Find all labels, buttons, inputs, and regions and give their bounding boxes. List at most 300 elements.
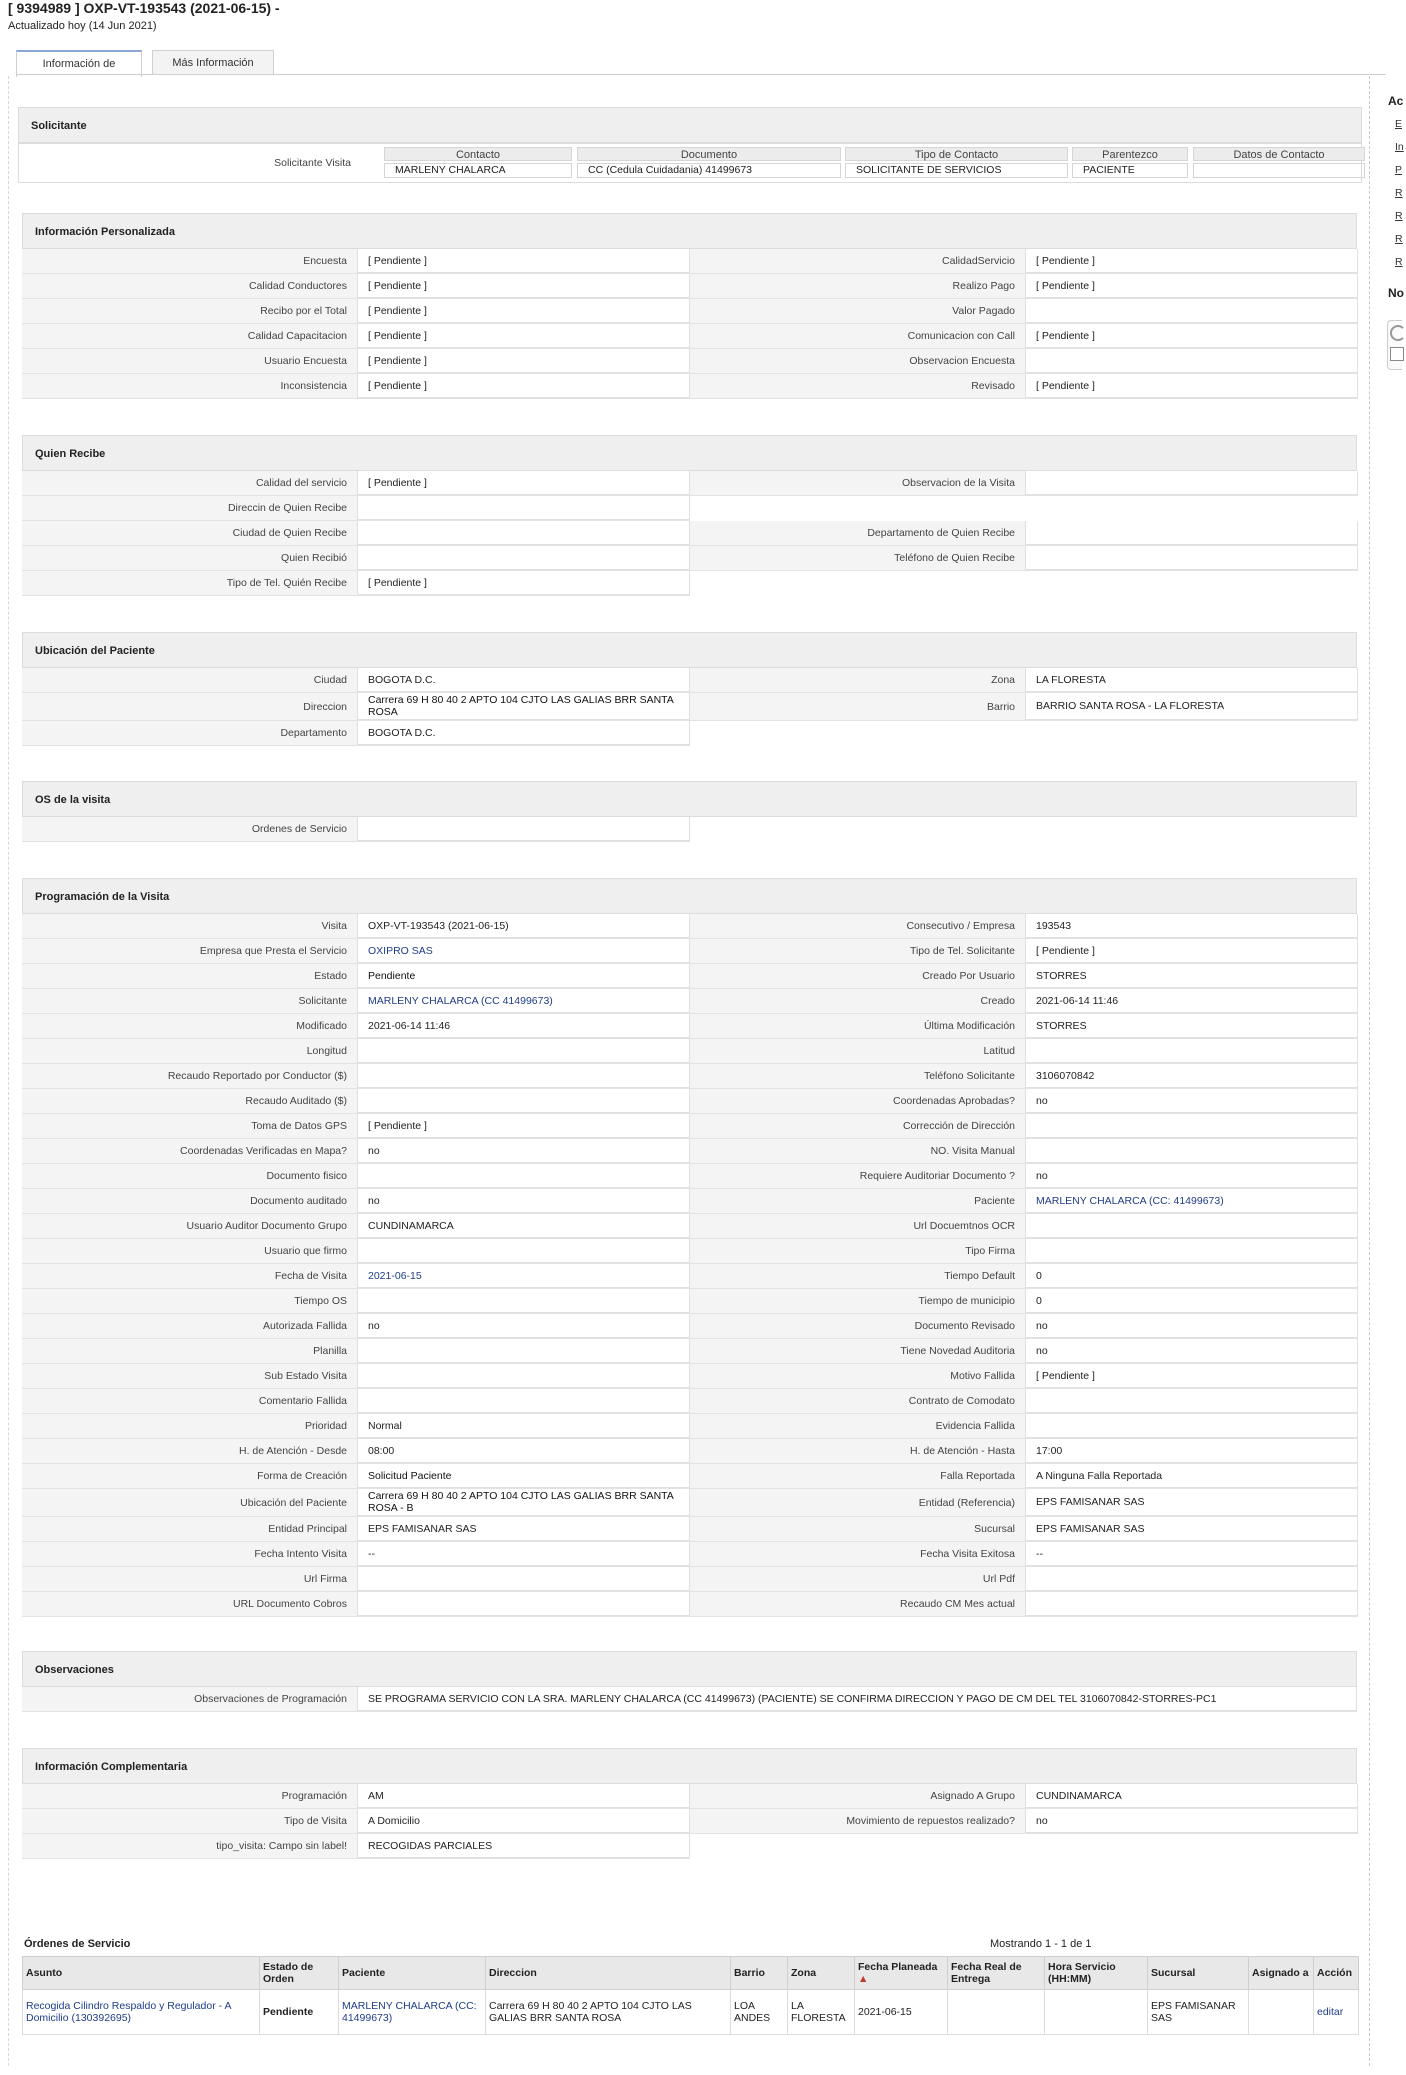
section-title: OS de la visita bbox=[22, 781, 1357, 817]
field-label: Empresa que Presta el Servicio bbox=[22, 939, 357, 963]
field-value-text: 2021-06-15 bbox=[368, 1269, 422, 1282]
field-row bbox=[690, 1339, 1358, 1364]
field-row bbox=[690, 1239, 1358, 1264]
field-value bbox=[1025, 1039, 1358, 1063]
field-value bbox=[1025, 1139, 1358, 1163]
field-label: Documento Revisado bbox=[690, 1314, 1025, 1338]
field-value-text: MARLENY CHALARCA (CC: 41499673) bbox=[1036, 1194, 1224, 1207]
field-label: Observacion Encuesta bbox=[690, 349, 1025, 373]
field-value bbox=[1025, 989, 1358, 1013]
field-value-text: LA FLORESTA bbox=[1036, 673, 1106, 686]
ordenes-count: Mostrando 1 - 1 de 1 bbox=[990, 1938, 1092, 1950]
orden-hora bbox=[1045, 1990, 1148, 2035]
field-row bbox=[690, 1139, 1358, 1164]
field-label: Solicitante bbox=[22, 989, 357, 1013]
field-value[interactable] bbox=[357, 299, 690, 323]
field-value-text: [ Pendiente ] bbox=[1036, 1369, 1095, 1382]
field-row bbox=[22, 571, 690, 596]
field-value-text: Normal bbox=[368, 1419, 402, 1432]
field-value bbox=[357, 964, 690, 988]
field-value bbox=[1025, 471, 1358, 495]
field-value bbox=[1025, 1517, 1358, 1541]
field-value-text: [ Pendiente ] bbox=[368, 1119, 427, 1132]
field-label: Documento fisico bbox=[22, 1164, 357, 1188]
field-row bbox=[22, 1364, 690, 1389]
sidebar-action-link[interactable]: In bbox=[1395, 141, 1404, 153]
loading-icon bbox=[1390, 325, 1406, 341]
field-value-text: BOGOTA D.C. bbox=[368, 673, 436, 686]
field-value bbox=[357, 1542, 690, 1566]
field-row bbox=[22, 1064, 690, 1089]
field-row bbox=[22, 1339, 690, 1364]
field-value bbox=[1025, 1264, 1358, 1288]
field-row bbox=[690, 1592, 1358, 1617]
tab-informacion[interactable]: Información de bbox=[16, 50, 142, 77]
field-row bbox=[690, 1542, 1358, 1567]
field-label: Url Pdf bbox=[690, 1567, 1025, 1591]
field-value-text: BOGOTA D.C. bbox=[368, 726, 436, 739]
field-row bbox=[690, 374, 1358, 399]
field-value-text: no bbox=[368, 1319, 380, 1332]
field-value bbox=[357, 521, 690, 545]
field-row bbox=[22, 1517, 690, 1542]
field-row bbox=[22, 374, 690, 399]
field-value-text: no bbox=[1036, 1094, 1048, 1107]
orden-fecha-real bbox=[948, 1990, 1045, 2035]
field-row bbox=[22, 324, 690, 349]
sidebar-action-link[interactable]: P bbox=[1395, 164, 1403, 176]
orden-paciente-link[interactable]: MARLENY CHALARCA (CC: 41499673) bbox=[339, 1990, 486, 2035]
field-label: Coordenadas Aprobadas? bbox=[690, 1089, 1025, 1113]
section-info-personalizada bbox=[22, 213, 1357, 392]
field-value bbox=[357, 939, 690, 963]
page-title: [ 9394989 ] OXP-VT-193543 (2021-06-15) - bbox=[8, 0, 280, 16]
field-row bbox=[22, 1687, 1357, 1712]
contact-col-header: Contacto bbox=[384, 147, 572, 161]
field-label: Departamento de Quien Recibe bbox=[690, 521, 1025, 545]
field-label: Quien Recibió bbox=[22, 546, 357, 570]
field-row bbox=[22, 964, 690, 989]
field-value-text: 2021-06-14 11:46 bbox=[1036, 994, 1119, 1007]
field-label: Ordenes de Servicio bbox=[22, 817, 357, 841]
field-value bbox=[357, 1089, 690, 1113]
field-value bbox=[1025, 1414, 1358, 1438]
field-row bbox=[22, 274, 690, 299]
field-label: Tipo de Tel. Solicitante bbox=[690, 939, 1025, 963]
field-row bbox=[690, 1567, 1358, 1592]
field-label: Toma de Datos GPS bbox=[22, 1114, 357, 1138]
field-value-text: no bbox=[368, 1144, 380, 1157]
field-value bbox=[357, 496, 690, 520]
col-barrio[interactable]: Barrio bbox=[731, 1957, 788, 1990]
col-accion[interactable]: Acción bbox=[1314, 1957, 1359, 1990]
field-value bbox=[1025, 1784, 1358, 1808]
field-value-text: OXP-VT-193543 (2021-06-15) bbox=[368, 919, 509, 932]
field-label: URL Documento Cobros bbox=[22, 1592, 357, 1616]
field-label: Tiene Novedad Auditoria bbox=[690, 1339, 1025, 1363]
section-title: Observaciones bbox=[22, 1651, 1357, 1687]
field-value bbox=[357, 1064, 690, 1088]
field-value-text: CUNDINAMARCA bbox=[1036, 1789, 1122, 1802]
editar-link[interactable]: editar bbox=[1314, 1990, 1359, 2035]
field-value[interactable] bbox=[357, 1114, 690, 1138]
field-label: Departamento bbox=[22, 721, 357, 745]
field-value-text: 17:00 bbox=[1036, 1444, 1063, 1457]
field-row bbox=[22, 1314, 690, 1339]
field-value[interactable] bbox=[357, 571, 690, 595]
field-value bbox=[1025, 1389, 1358, 1413]
section-title: Quien Recibe bbox=[22, 435, 1357, 471]
field-row bbox=[690, 299, 1358, 324]
field-value[interactable] bbox=[1025, 374, 1358, 398]
field-row bbox=[22, 546, 690, 571]
field-row bbox=[690, 324, 1358, 349]
orden-sucursal: EPS FAMISANAR SAS bbox=[1148, 1990, 1249, 2035]
field-value bbox=[1025, 1592, 1358, 1616]
contact-col-value: CC (Cedula Cuidadania) 41499673 bbox=[577, 163, 841, 178]
field-value[interactable] bbox=[357, 349, 690, 373]
field-row bbox=[690, 1464, 1358, 1489]
field-label: Realizo Pago bbox=[690, 274, 1025, 298]
field-label: Tipo Firma bbox=[690, 1239, 1025, 1263]
orden-estado: Pendiente bbox=[260, 1990, 339, 2035]
col-sucursal[interactable]: Sucursal bbox=[1148, 1957, 1249, 1990]
field-label: Planilla bbox=[22, 1339, 357, 1363]
field-label: H. de Atención - Hasta bbox=[690, 1439, 1025, 1463]
field-label: Recibo por el Total bbox=[22, 299, 357, 323]
field-label: Valor Pagado bbox=[690, 299, 1025, 323]
field-value-text: SE PROGRAMA SERVICIO CON LA SRA. MARLENY CHALARCA (CC 41499673) (PACIENTE) SE CONFIRMA DIRECCION Y PAGO DE CM DEL TEL 3106070842-STORRES-PC1 bbox=[368, 1692, 1217, 1705]
field-row bbox=[22, 1039, 690, 1064]
field-row bbox=[690, 274, 1358, 299]
field-value bbox=[357, 546, 690, 570]
field-label: Revisado bbox=[690, 374, 1025, 398]
field-row bbox=[690, 668, 1358, 693]
field-label: Motivo Fallida bbox=[690, 1364, 1025, 1388]
field-value bbox=[357, 1314, 690, 1338]
field-value[interactable] bbox=[1025, 1364, 1358, 1388]
field-row bbox=[690, 1439, 1358, 1464]
field-label: Observacion de la Visita bbox=[690, 471, 1025, 495]
field-label: Calidad Capacitacion bbox=[22, 324, 357, 348]
field-row bbox=[690, 989, 1358, 1014]
field-value[interactable] bbox=[357, 324, 690, 348]
section-observaciones bbox=[22, 1651, 1357, 1705]
field-value-text: OXIPRO SAS bbox=[368, 944, 433, 957]
field-row bbox=[22, 1114, 690, 1139]
section-title: Información Personalizada bbox=[22, 213, 1357, 249]
field-label: Barrio bbox=[690, 693, 1025, 720]
field-label: CalidadServicio bbox=[690, 249, 1025, 273]
field-value-text: [ Pendiente ] bbox=[368, 329, 427, 342]
field-value-text: EPS FAMISANAR SAS bbox=[368, 1522, 477, 1535]
field-value bbox=[357, 1339, 690, 1363]
field-row bbox=[22, 1089, 690, 1114]
field-value[interactable] bbox=[357, 249, 690, 273]
field-value-text: Carrera 69 H 80 40 2 APTO 104 CJTO LAS GALIAS BRR SANTA ROSA bbox=[368, 694, 674, 718]
section-programacion bbox=[22, 878, 1357, 1610]
sidebar-actions-heading: Ac bbox=[1388, 94, 1404, 108]
field-value bbox=[1025, 1339, 1358, 1363]
field-value bbox=[1025, 299, 1358, 323]
field-value bbox=[1025, 1314, 1358, 1338]
field-value-text: no bbox=[368, 1194, 380, 1207]
sidebar-action-link[interactable]: R bbox=[1395, 187, 1403, 199]
field-row bbox=[690, 1489, 1358, 1517]
field-label: Programación bbox=[22, 1784, 357, 1808]
field-value-text: BARRIO SANTA ROSA - LA FLORESTA bbox=[1036, 700, 1225, 712]
field-row bbox=[690, 914, 1358, 939]
col-paciente[interactable]: Paciente bbox=[339, 1957, 486, 1990]
col-direccion[interactable]: Direccion bbox=[486, 1957, 731, 1990]
field-value bbox=[1025, 1164, 1358, 1188]
sidebar-notes-heading: No bbox=[1388, 286, 1404, 300]
field-value bbox=[357, 1014, 690, 1038]
field-row bbox=[22, 1439, 690, 1464]
field-value-text: 193543 bbox=[1036, 919, 1072, 932]
field-label: Estado bbox=[22, 964, 357, 988]
section-os-visita bbox=[22, 781, 1357, 835]
field-label: Sub Estado Visita bbox=[22, 1364, 357, 1388]
field-label: Documento auditado bbox=[22, 1189, 357, 1213]
updated-text: Actualizado hoy (14 Jun 2021) bbox=[8, 20, 157, 32]
ordenes-title: Órdenes de Servicio bbox=[24, 1938, 131, 1950]
field-value-text: 0 bbox=[1036, 1269, 1042, 1282]
sidebar-action-link[interactable]: E bbox=[1395, 118, 1403, 130]
field-row bbox=[690, 1014, 1358, 1039]
section-title: Información Complementaria bbox=[22, 1748, 1357, 1784]
field-row bbox=[690, 1214, 1358, 1239]
field-label: Tiempo de municipio bbox=[690, 1289, 1025, 1313]
field-value bbox=[357, 1567, 690, 1591]
field-label: Direccion bbox=[22, 693, 357, 720]
field-row bbox=[690, 349, 1358, 374]
field-value-text: STORRES bbox=[1036, 969, 1087, 982]
field-value[interactable] bbox=[1025, 249, 1358, 273]
section-quien-recibe bbox=[22, 435, 1357, 589]
field-label: Asignado A Grupo bbox=[690, 1784, 1025, 1808]
field-row bbox=[690, 1264, 1358, 1289]
field-value-text: A Ninguna Falla Reportada bbox=[1036, 1469, 1163, 1482]
tab-mas-informacion[interactable]: Más Información bbox=[152, 50, 274, 75]
field-value-text: -- bbox=[1036, 1547, 1043, 1560]
field-value bbox=[1025, 668, 1358, 692]
notes-checkbox[interactable] bbox=[1390, 347, 1404, 361]
field-value-text: 0 bbox=[1036, 1294, 1042, 1307]
col-zona[interactable]: Zona bbox=[788, 1957, 855, 1990]
field-value-text: EPS FAMISANAR SAS bbox=[1036, 1522, 1145, 1535]
field-row bbox=[22, 249, 690, 274]
field-value bbox=[1025, 1064, 1358, 1088]
field-value bbox=[357, 1687, 1357, 1711]
field-row bbox=[22, 1834, 690, 1859]
field-label: NO. Visita Manual bbox=[690, 1139, 1025, 1163]
field-value bbox=[357, 1809, 690, 1833]
field-value bbox=[1025, 546, 1358, 570]
field-value bbox=[1025, 1239, 1358, 1263]
field-value bbox=[1025, 964, 1358, 988]
field-row bbox=[22, 1389, 690, 1414]
sort-asc-icon: ▲ bbox=[858, 1973, 869, 1985]
col-estado[interactable]: Estado de Orden bbox=[260, 1957, 339, 1990]
contact-col-header: Tipo de Contacto bbox=[845, 147, 1068, 161]
orden-direccion: Carrera 69 H 80 40 2 APTO 104 CJTO LAS GALIAS BRR SANTA ROSA bbox=[486, 1990, 731, 2035]
field-label: Teléfono de Quien Recibe bbox=[690, 546, 1025, 570]
field-value-text: [ Pendiente ] bbox=[368, 279, 427, 292]
field-value-text: A Domicilio bbox=[368, 1814, 420, 1827]
field-row bbox=[22, 1542, 690, 1567]
field-label: Creado bbox=[690, 989, 1025, 1013]
field-label: tipo_visita: Campo sin label! bbox=[22, 1834, 357, 1858]
field-value bbox=[357, 817, 690, 841]
field-row bbox=[22, 1239, 690, 1264]
field-label: Requiere Auditoriar Documento ? bbox=[690, 1164, 1025, 1188]
sidebar-action-link[interactable]: R bbox=[1395, 233, 1403, 245]
field-label: Inconsistencia bbox=[22, 374, 357, 398]
field-value bbox=[1025, 349, 1358, 373]
field-row bbox=[22, 989, 690, 1014]
field-value bbox=[357, 1464, 690, 1488]
field-value[interactable] bbox=[357, 471, 690, 495]
field-label: H. de Atención - Desde bbox=[22, 1439, 357, 1463]
field-value-text: [ Pendiente ] bbox=[368, 304, 427, 317]
contact-col-value: SOLICITANTE DE SERVICIOS bbox=[845, 163, 1068, 178]
field-value[interactable] bbox=[1025, 939, 1358, 963]
field-value bbox=[1025, 1809, 1358, 1833]
field-row bbox=[22, 1809, 690, 1834]
field-label: Comentario Fallida bbox=[22, 1389, 357, 1413]
field-value-text: [ Pendiente ] bbox=[1036, 329, 1095, 342]
field-value-text: AM bbox=[368, 1789, 384, 1802]
field-row bbox=[690, 1784, 1358, 1809]
field-value bbox=[357, 1489, 690, 1516]
field-label: Fecha de Visita bbox=[22, 1264, 357, 1288]
field-value[interactable] bbox=[357, 374, 690, 398]
field-value-text: [ Pendiente ] bbox=[1036, 379, 1095, 392]
field-row bbox=[22, 693, 690, 721]
field-row bbox=[22, 1289, 690, 1314]
field-label: Autorizada Fallida bbox=[22, 1314, 357, 1338]
field-value[interactable] bbox=[357, 274, 690, 298]
field-label: Latitud bbox=[690, 1039, 1025, 1063]
sidebar-notes-box bbox=[1387, 320, 1402, 370]
field-label: Teléfono Solicitante bbox=[690, 1064, 1025, 1088]
field-value-text: -- bbox=[368, 1547, 375, 1560]
field-label: Recaudo CM Mes actual bbox=[690, 1592, 1025, 1616]
field-value bbox=[357, 1592, 690, 1616]
field-value-text: [ Pendiente ] bbox=[368, 379, 427, 392]
field-label: Calidad Conductores bbox=[22, 274, 357, 298]
field-value-text: no bbox=[1036, 1319, 1048, 1332]
field-value-text: no bbox=[1036, 1169, 1048, 1182]
field-row bbox=[690, 1064, 1358, 1089]
field-value-text: CUNDINAMARCA bbox=[368, 1219, 454, 1232]
field-value-text: no bbox=[1036, 1814, 1048, 1827]
field-value-text: MARLENY CHALARCA (CC 41499673) bbox=[368, 994, 553, 1007]
contact-col-header: Parentezco bbox=[1072, 147, 1188, 161]
field-label: Usuario que firmo bbox=[22, 1239, 357, 1263]
field-row bbox=[690, 1039, 1358, 1064]
field-value bbox=[1025, 521, 1358, 545]
contact-table bbox=[18, 143, 1362, 183]
field-row bbox=[22, 496, 690, 521]
field-row bbox=[690, 1189, 1358, 1214]
section-title: Programación de la Visita bbox=[22, 878, 1357, 914]
field-value bbox=[1025, 1014, 1358, 1038]
col-asignado[interactable]: Asignado a bbox=[1249, 1957, 1314, 1990]
field-value bbox=[357, 1389, 690, 1413]
field-row bbox=[22, 521, 690, 546]
field-value bbox=[1025, 1489, 1358, 1516]
field-label: Movimiento de repuestos realizado? bbox=[690, 1809, 1025, 1833]
field-row bbox=[22, 1592, 690, 1617]
col-fecha-planeada[interactable] bbox=[855, 1957, 948, 1990]
field-row bbox=[690, 1314, 1358, 1339]
field-row bbox=[690, 1389, 1358, 1414]
field-row bbox=[22, 299, 690, 324]
contact-col-header: Documento bbox=[577, 147, 841, 161]
field-row bbox=[690, 471, 1358, 496]
field-value bbox=[1025, 1214, 1358, 1238]
col-asunto[interactable]: Asunto bbox=[23, 1957, 260, 1990]
col-fecha-real[interactable]: Fecha Real de Entrega bbox=[948, 1957, 1045, 1990]
field-value-text: [ Pendiente ] bbox=[368, 476, 427, 489]
field-value bbox=[357, 1164, 690, 1188]
field-label: Zona bbox=[690, 668, 1025, 692]
field-row bbox=[690, 1164, 1358, 1189]
field-value bbox=[1025, 914, 1358, 938]
field-row bbox=[22, 721, 690, 746]
field-value[interactable] bbox=[1025, 274, 1358, 298]
field-label: Recaudo Auditado ($) bbox=[22, 1089, 357, 1113]
field-row bbox=[22, 1784, 690, 1809]
field-row bbox=[22, 939, 690, 964]
orden-zona: LA FLORESTA bbox=[788, 1990, 855, 2035]
field-label: Paciente bbox=[690, 1189, 1025, 1213]
field-row bbox=[22, 1014, 690, 1039]
field-label: Longitud bbox=[22, 1039, 357, 1063]
field-value bbox=[1025, 1464, 1358, 1488]
field-label: Tipo de Tel. Quién Recibe bbox=[22, 571, 357, 595]
field-value-text: [ Pendiente ] bbox=[1036, 944, 1095, 957]
field-row bbox=[22, 914, 690, 939]
field-value-text: STORRES bbox=[1036, 1019, 1087, 1032]
field-row bbox=[690, 1809, 1358, 1834]
field-value bbox=[357, 1517, 690, 1541]
field-value[interactable] bbox=[1025, 324, 1358, 348]
field-label: Tiempo Default bbox=[690, 1264, 1025, 1288]
sidebar-action-link[interactable]: R bbox=[1395, 256, 1403, 268]
col-hora[interactable]: Hora Servicio (HH:MM) bbox=[1045, 1957, 1148, 1990]
field-label: Sucursal bbox=[690, 1517, 1025, 1541]
field-value-text: 08:00 bbox=[368, 1444, 395, 1457]
orden-asunto-link[interactable]: Recogida Cilindro Respaldo y Regulador - A Domicilio (130392695) bbox=[23, 1990, 260, 2035]
field-label: Creado Por Usuario bbox=[690, 964, 1025, 988]
field-value bbox=[1025, 1439, 1358, 1463]
field-value bbox=[357, 668, 690, 692]
field-label: Observaciones de Programación bbox=[22, 1687, 357, 1711]
orden-fecha-planeada: 2021-06-15 bbox=[855, 1990, 948, 2035]
field-row bbox=[690, 1089, 1358, 1114]
field-value bbox=[357, 1189, 690, 1213]
field-value bbox=[1025, 1567, 1358, 1591]
field-label: Coordenadas Verificadas en Mapa? bbox=[22, 1139, 357, 1163]
field-value-text: EPS FAMISANAR SAS bbox=[1036, 1496, 1145, 1508]
solicitante-visita-label: Solicitante Visita bbox=[274, 157, 351, 169]
field-row bbox=[22, 1567, 690, 1592]
sidebar-action-link[interactable]: R bbox=[1395, 210, 1403, 222]
contact-col-value bbox=[1193, 163, 1365, 178]
